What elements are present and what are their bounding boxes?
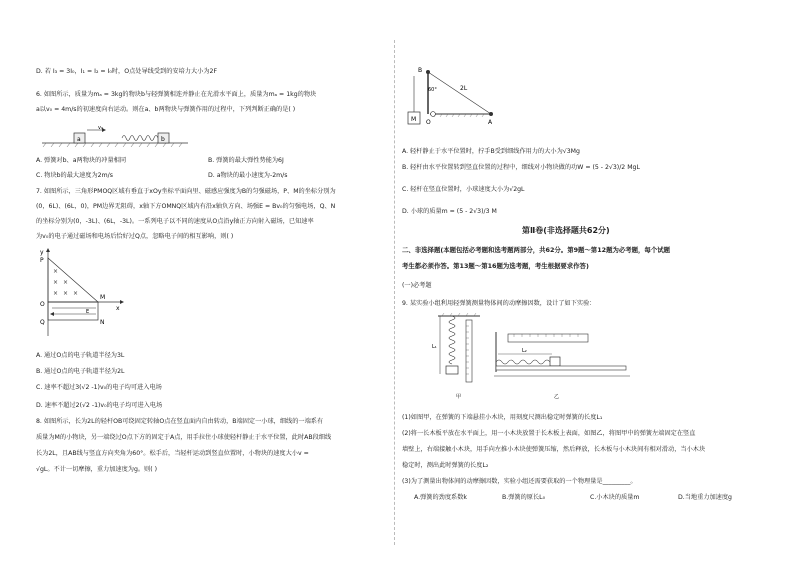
label-a: a bbox=[77, 136, 81, 143]
label-v0: v₀ bbox=[98, 125, 103, 131]
q7-stem-line2: (0，6L)、(6L，0)，PM边界无阻碍，x轴下方OMNQ区域内有沿x轴负方向、场强E = Bv₀的匀强电场，Q、N bbox=[36, 203, 336, 210]
spring-vertical bbox=[449, 316, 455, 364]
label-a: A bbox=[488, 119, 493, 126]
label-x: x bbox=[116, 305, 120, 312]
svg-text:×: × bbox=[63, 290, 69, 297]
label-p: P bbox=[40, 257, 44, 264]
q6-figure-blocks-spring bbox=[40, 124, 190, 150]
q7-figure-field bbox=[36, 246, 126, 342]
label-o: O bbox=[426, 119, 431, 126]
q6-stem-line1: 6. 如图所示，质量为mₐ = 3kg的物块b与轻弹簧相连并静止在光滑水平面上，质量为mₐ = 1kg的物块 bbox=[36, 91, 317, 98]
q8-figure-rod bbox=[406, 62, 506, 134]
q7-option-b: B. 通过O点的电子轨道半径为2L bbox=[36, 368, 125, 375]
block-hanging bbox=[446, 366, 458, 374]
q8-option-d: D. 小球的质量m = (5 - 2√3)/3 M bbox=[402, 208, 497, 215]
part2-instructions-line2: 考生都必须作答。第13题～第16题为选考题，考生根据要求作答) bbox=[402, 262, 589, 270]
ruler-vertical bbox=[466, 320, 472, 382]
spring bbox=[122, 136, 158, 141]
q7-option-a: A. 通过O点的电子轨道半径为3L bbox=[36, 352, 125, 359]
q7-stem-line3: 的坐标分别为(0，-3L)、(6L，-3L)。一系列电子以不同的速度从O点沿y轴正方向射入磁场，已知速率 bbox=[36, 218, 314, 225]
q5-option-d: D. 若 I₃ = 3I₀，I₁ = I₂ = I₀时，O点处导线受到的安培力大小为2F bbox=[36, 68, 218, 75]
label-q: Q bbox=[40, 319, 45, 326]
svg-text:×: × bbox=[63, 279, 69, 286]
label-60deg: 60° bbox=[428, 87, 437, 93]
q9-option-b: B.弹簧的原长L₀ bbox=[502, 494, 546, 501]
svg-text:×: × bbox=[53, 279, 59, 286]
q6-option-a: A. 弹簧对b、a两物块的冲量相同 bbox=[36, 157, 127, 164]
label-b: B bbox=[418, 67, 423, 74]
label-jia: 甲 bbox=[456, 394, 462, 400]
label-m: M bbox=[100, 294, 106, 301]
section-title: 第Ⅱ卷(非选择题共62分) bbox=[522, 226, 610, 235]
q7-option-d: D. 速率不超过2(√2 -1)v₀的电子均可进入电场 bbox=[36, 402, 163, 409]
label-l1: L₁ bbox=[432, 344, 437, 350]
q8-stem-line3: 长为2L，且AB线与竖直方向夹角为60°。松手后，当轻杆运动到竖直位置时，小物块的速度大小v = bbox=[36, 450, 309, 457]
q6-option-b: B. 弹簧的最大弹性势能为6J bbox=[208, 157, 284, 164]
q9-step3: (3)为了测量出物体间的动摩擦因数，实验小组还需要获取的一个物理量是_________。 bbox=[402, 478, 637, 485]
label-y: y bbox=[40, 249, 44, 256]
required-heading: (一)必考题 bbox=[402, 282, 432, 289]
label-b: b bbox=[161, 136, 165, 143]
svg-text:×: × bbox=[53, 268, 59, 275]
label-l2: L₂ bbox=[522, 348, 527, 354]
q8-option-b: B. 轻杆由水平位置转到竖直位置的过程中，细线对小物块做的功W = (5 - 2√3)/2 MgL bbox=[402, 164, 640, 171]
svg-text:×: × bbox=[73, 290, 79, 297]
label-o: O bbox=[40, 301, 45, 308]
q6-option-d: D. a物块的最小速度为-2m/s bbox=[208, 172, 288, 179]
column-divider bbox=[394, 40, 395, 545]
q7-stem-line1: 7. 如图所示，三角形PMOQ区域有垂直于xOy坐标平面向里、磁感应强度为B的匀强磁场，P、M的坐标分别为 bbox=[36, 188, 336, 195]
q8-stem-line1: 8. 如图所示，长为2L的轻杆OB可绕固定转轴O点在竖直面内自由转动，B端固定一小球，细线的一端系有 bbox=[36, 418, 324, 425]
q7-stem-line4: 为v₀的电子通过磁场和电场后恰好过Q点，忽略电子间的相互影响，则( ) bbox=[36, 233, 234, 240]
thread-ab bbox=[428, 72, 491, 114]
q7-option-c: C. 速率不超过3(√2 -1)v₀的电子均可进入电场 bbox=[36, 384, 162, 391]
q9-figure-spring-setup bbox=[432, 312, 632, 402]
q8-option-c: C. 轻杆在竖直位置时，小球速度大小为√2gL bbox=[402, 186, 525, 193]
q8-stem-line4: √gL。不计一切摩擦，重力加速度为g。则( ) bbox=[36, 466, 158, 473]
label-n: N bbox=[100, 319, 105, 326]
q9-step2-line3: 稳定时，测出此时弹簧的长度L₂ bbox=[402, 462, 489, 469]
q9-step1: (1)如图甲，在弹簧的下端悬挂小木块，用刻度尺测出稳定时弹簧的长度L₁ bbox=[402, 414, 603, 421]
ruler-horizontal bbox=[508, 334, 588, 342]
part2-instructions-line1: 二、非选择题(本题包括必考题和选考题两部分，共62分。第9题～第12题为必考题，每个试题 bbox=[402, 246, 670, 254]
long-board bbox=[496, 366, 626, 370]
q8-option-a: A. 轻杆静止于水平位置时，拧手B受到细线作用力的大小为√3Mg bbox=[402, 148, 580, 155]
label-yi: 乙 bbox=[554, 394, 560, 400]
spring-horizontal bbox=[496, 360, 550, 364]
q9-option-c: C.小木块的质量m bbox=[590, 494, 640, 501]
label-e: E bbox=[86, 309, 90, 315]
label-2l: 2L bbox=[460, 85, 468, 92]
label-m: M bbox=[411, 116, 417, 123]
block-sliding bbox=[550, 357, 560, 366]
q9-step2-line2: 墙壁上，右端接触小木块，用手向左推小木块使弹簧压缩，然后释放，长木板与小木块间有相对滑动，当小木块 bbox=[402, 446, 706, 453]
q8-stem-line2: 质量为M的小物块，另一端绕过O点下方的固定于A点，用手拉住小球使轻杆静止于水平位置，此时AB段细线 bbox=[36, 434, 332, 441]
electric-field-region bbox=[48, 302, 98, 320]
svg-text:×: × bbox=[53, 290, 59, 297]
q9-option-d: D.当地重力加速度g bbox=[678, 494, 732, 501]
q6-stem-line2: a以v₀ = 4m/s的初速度向右运动。则在a、b两物块与弹簧作用的过程中，下列判断正确的是( ) bbox=[36, 106, 296, 113]
q9-stem: 9. 某实验小组利用轻弹簧测量物体间的动摩擦因数，设计了如下实验： bbox=[402, 300, 596, 307]
q9-step2-line1: (2)将一长木板平放在水平面上，用一小木块放置于长木板上表面，如图乙，将图甲中的弹簧左端固定在竖直 bbox=[402, 430, 696, 437]
q6-option-c: C. 物块b的最大速度为2m/s bbox=[36, 172, 113, 179]
q9-option-a: A.弹簧的劲度系数k bbox=[414, 494, 467, 501]
